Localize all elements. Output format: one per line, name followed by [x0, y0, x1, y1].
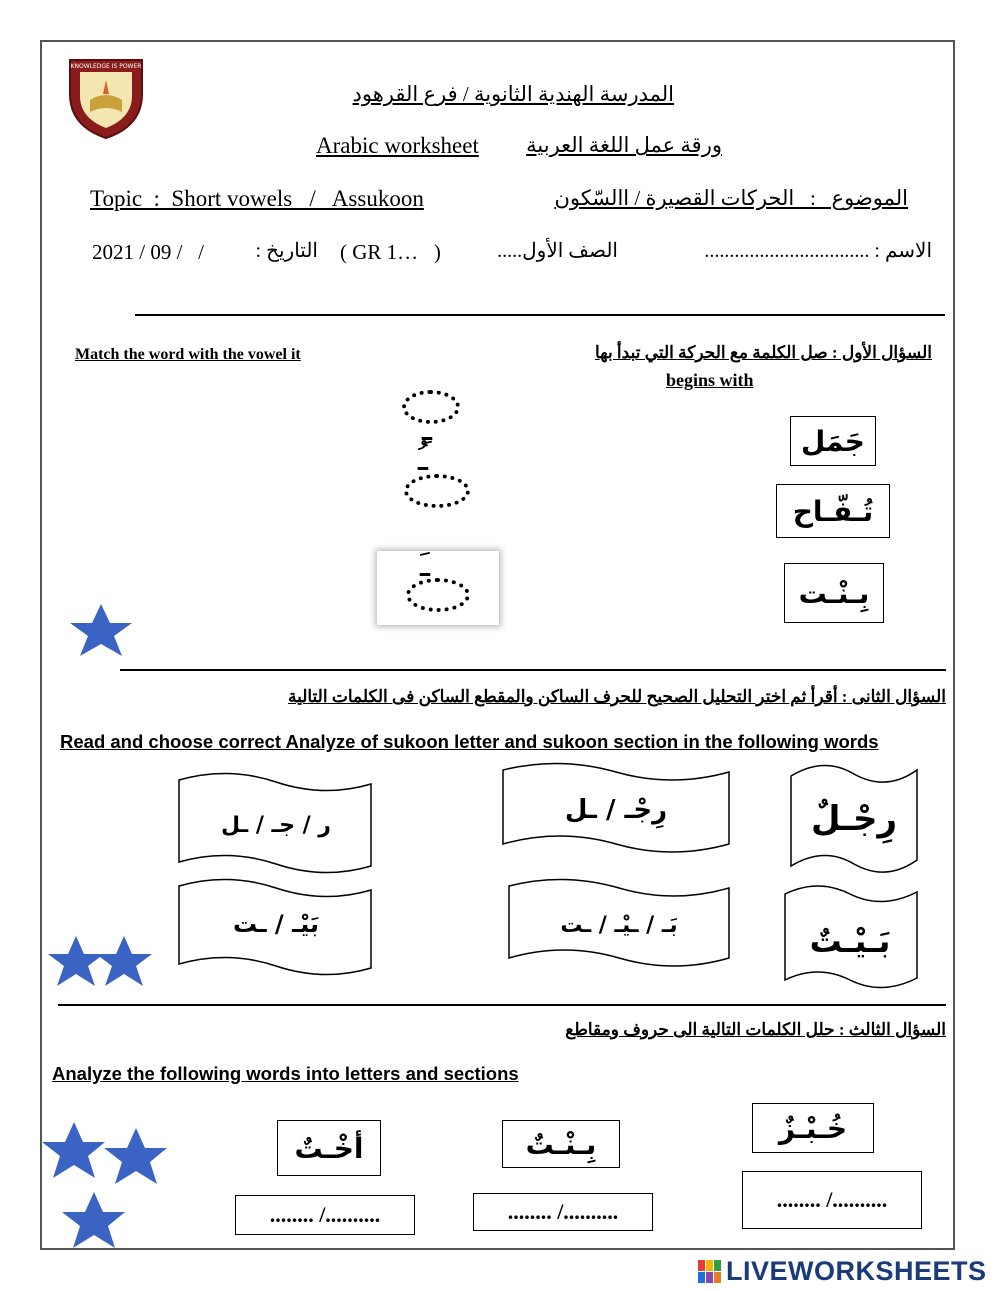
flag-option-bayt-2[interactable] — [176, 876, 374, 980]
topic-ar: الموضوع : الحركات القصيرة / االسّكون — [554, 186, 908, 210]
q1-instruction-ar: السؤال الأول : صل الكلمة مع الحركة التي تبدأ بها — [594, 343, 932, 362]
flag-option-bayt-1[interactable] — [506, 876, 732, 972]
q1-instruction-en-cont: begins with — [666, 370, 754, 390]
q3-answer-ukht[interactable] — [235, 1195, 415, 1235]
kasra-vowel-icon: ـِ — [422, 409, 432, 449]
flag-word-bayt — [782, 880, 920, 992]
q3-word-box-khubz — [752, 1103, 874, 1153]
q3-answer-blank: ........ /.......... — [269, 1202, 381, 1227]
word-box-tuffah[interactable] — [776, 484, 890, 538]
liveworksheets-brand: LIVEWORKSHEETS — [726, 1256, 987, 1286]
q2-option-bayt-1: بَـ / ـيْـ / ـت — [560, 913, 678, 938]
q1-divider — [120, 669, 946, 671]
q2-instruction-en: Read and choose correct Analyze of sukoon letter and sukoon section in the following words — [60, 731, 879, 752]
flag-option-rijl-1[interactable] — [500, 760, 732, 858]
damma-vowel-icon: ـُ — [418, 439, 428, 479]
worksheet-title-en: Arabic worksheet — [316, 133, 479, 158]
q3-answer-blank: ........ /.......... — [507, 1199, 619, 1224]
worksheet-title-ar: ورقة عمل اللغة العربية — [526, 133, 722, 157]
q3-instruction-en: Analyze the following words into letters and sections — [52, 1063, 519, 1084]
flag-word-rijl — [788, 760, 920, 876]
fatha-vowel-icon: ـَ — [420, 545, 430, 585]
q3-word-khubz: خُـبْـزٌ — [778, 1111, 848, 1145]
q2-word-rijl: رِجْـلٌ — [810, 799, 898, 839]
q2-option-rijl-1: رِجْـ / ـل — [564, 795, 668, 825]
school-crest-logo — [66, 56, 146, 140]
flag-option-rijl-2[interactable] — [176, 770, 374, 878]
q2-word-bayt: بَـيْـتٌ — [809, 922, 891, 960]
header-divider — [135, 314, 945, 316]
date-label: التاريخ : — [255, 240, 318, 262]
liveworksheets-logo-icon — [698, 1260, 724, 1284]
damma-target-circle[interactable] — [404, 474, 470, 508]
q2-divider — [58, 1004, 946, 1006]
three-stars-icon — [38, 1120, 174, 1252]
word-box-bint[interactable] — [784, 563, 884, 623]
two-stars-icon — [42, 932, 162, 992]
q3-answer-bint[interactable] — [473, 1193, 653, 1231]
q3-answer-blank: ........ /.......... — [776, 1187, 888, 1212]
topic-en: Topic : Short vowels / Assukoon — [90, 186, 424, 211]
grade-ar: الصف الأول..... — [497, 240, 618, 262]
word-jamal: جَمَل — [801, 424, 865, 458]
q3-word-box-bint — [502, 1120, 620, 1168]
q2-instruction-ar: السؤال الثانى : أقرأ ثم اختر التحليل الصحيح للحرف الساكن والمقطع الساكن فى الكلمات التالية — [287, 687, 946, 706]
grade-code: ( GR 1… ) — [340, 240, 441, 264]
school-name: المدرسة الهندية الثانوية / فرع القرهود — [352, 82, 674, 106]
q2-option-bayt-2: بَيْـ / ـت — [232, 910, 320, 938]
student-name-field[interactable]: الاسم : ................................. — [704, 240, 932, 262]
q3-word-bint: بِـنْـتٌ — [525, 1127, 597, 1161]
q3-word-box-ukht — [277, 1120, 381, 1176]
word-tuffah: تُـفّـاح — [792, 494, 874, 528]
q1-instruction-en: Match the word with the vowel it — [75, 346, 301, 363]
q3-answer-khubz[interactable] — [742, 1171, 922, 1229]
q2-option-rijl-2: ر / جـ / ـل — [221, 813, 331, 838]
date-value: 2021 / 09 / / — [92, 240, 205, 264]
word-box-jamal[interactable] — [790, 416, 876, 466]
q3-instruction-ar: السؤال الثالث : حلل الكلمات التالية الى حروف ومقاطع — [565, 1020, 946, 1039]
star-icon — [62, 602, 140, 658]
word-bint: بِـنْـت — [798, 576, 870, 610]
logo-motto: KNOWLEDGE IS POWER — [70, 63, 142, 70]
fatha-target-circle[interactable] — [406, 578, 470, 612]
q3-word-ukht: أخْـتٌ — [294, 1131, 364, 1165]
